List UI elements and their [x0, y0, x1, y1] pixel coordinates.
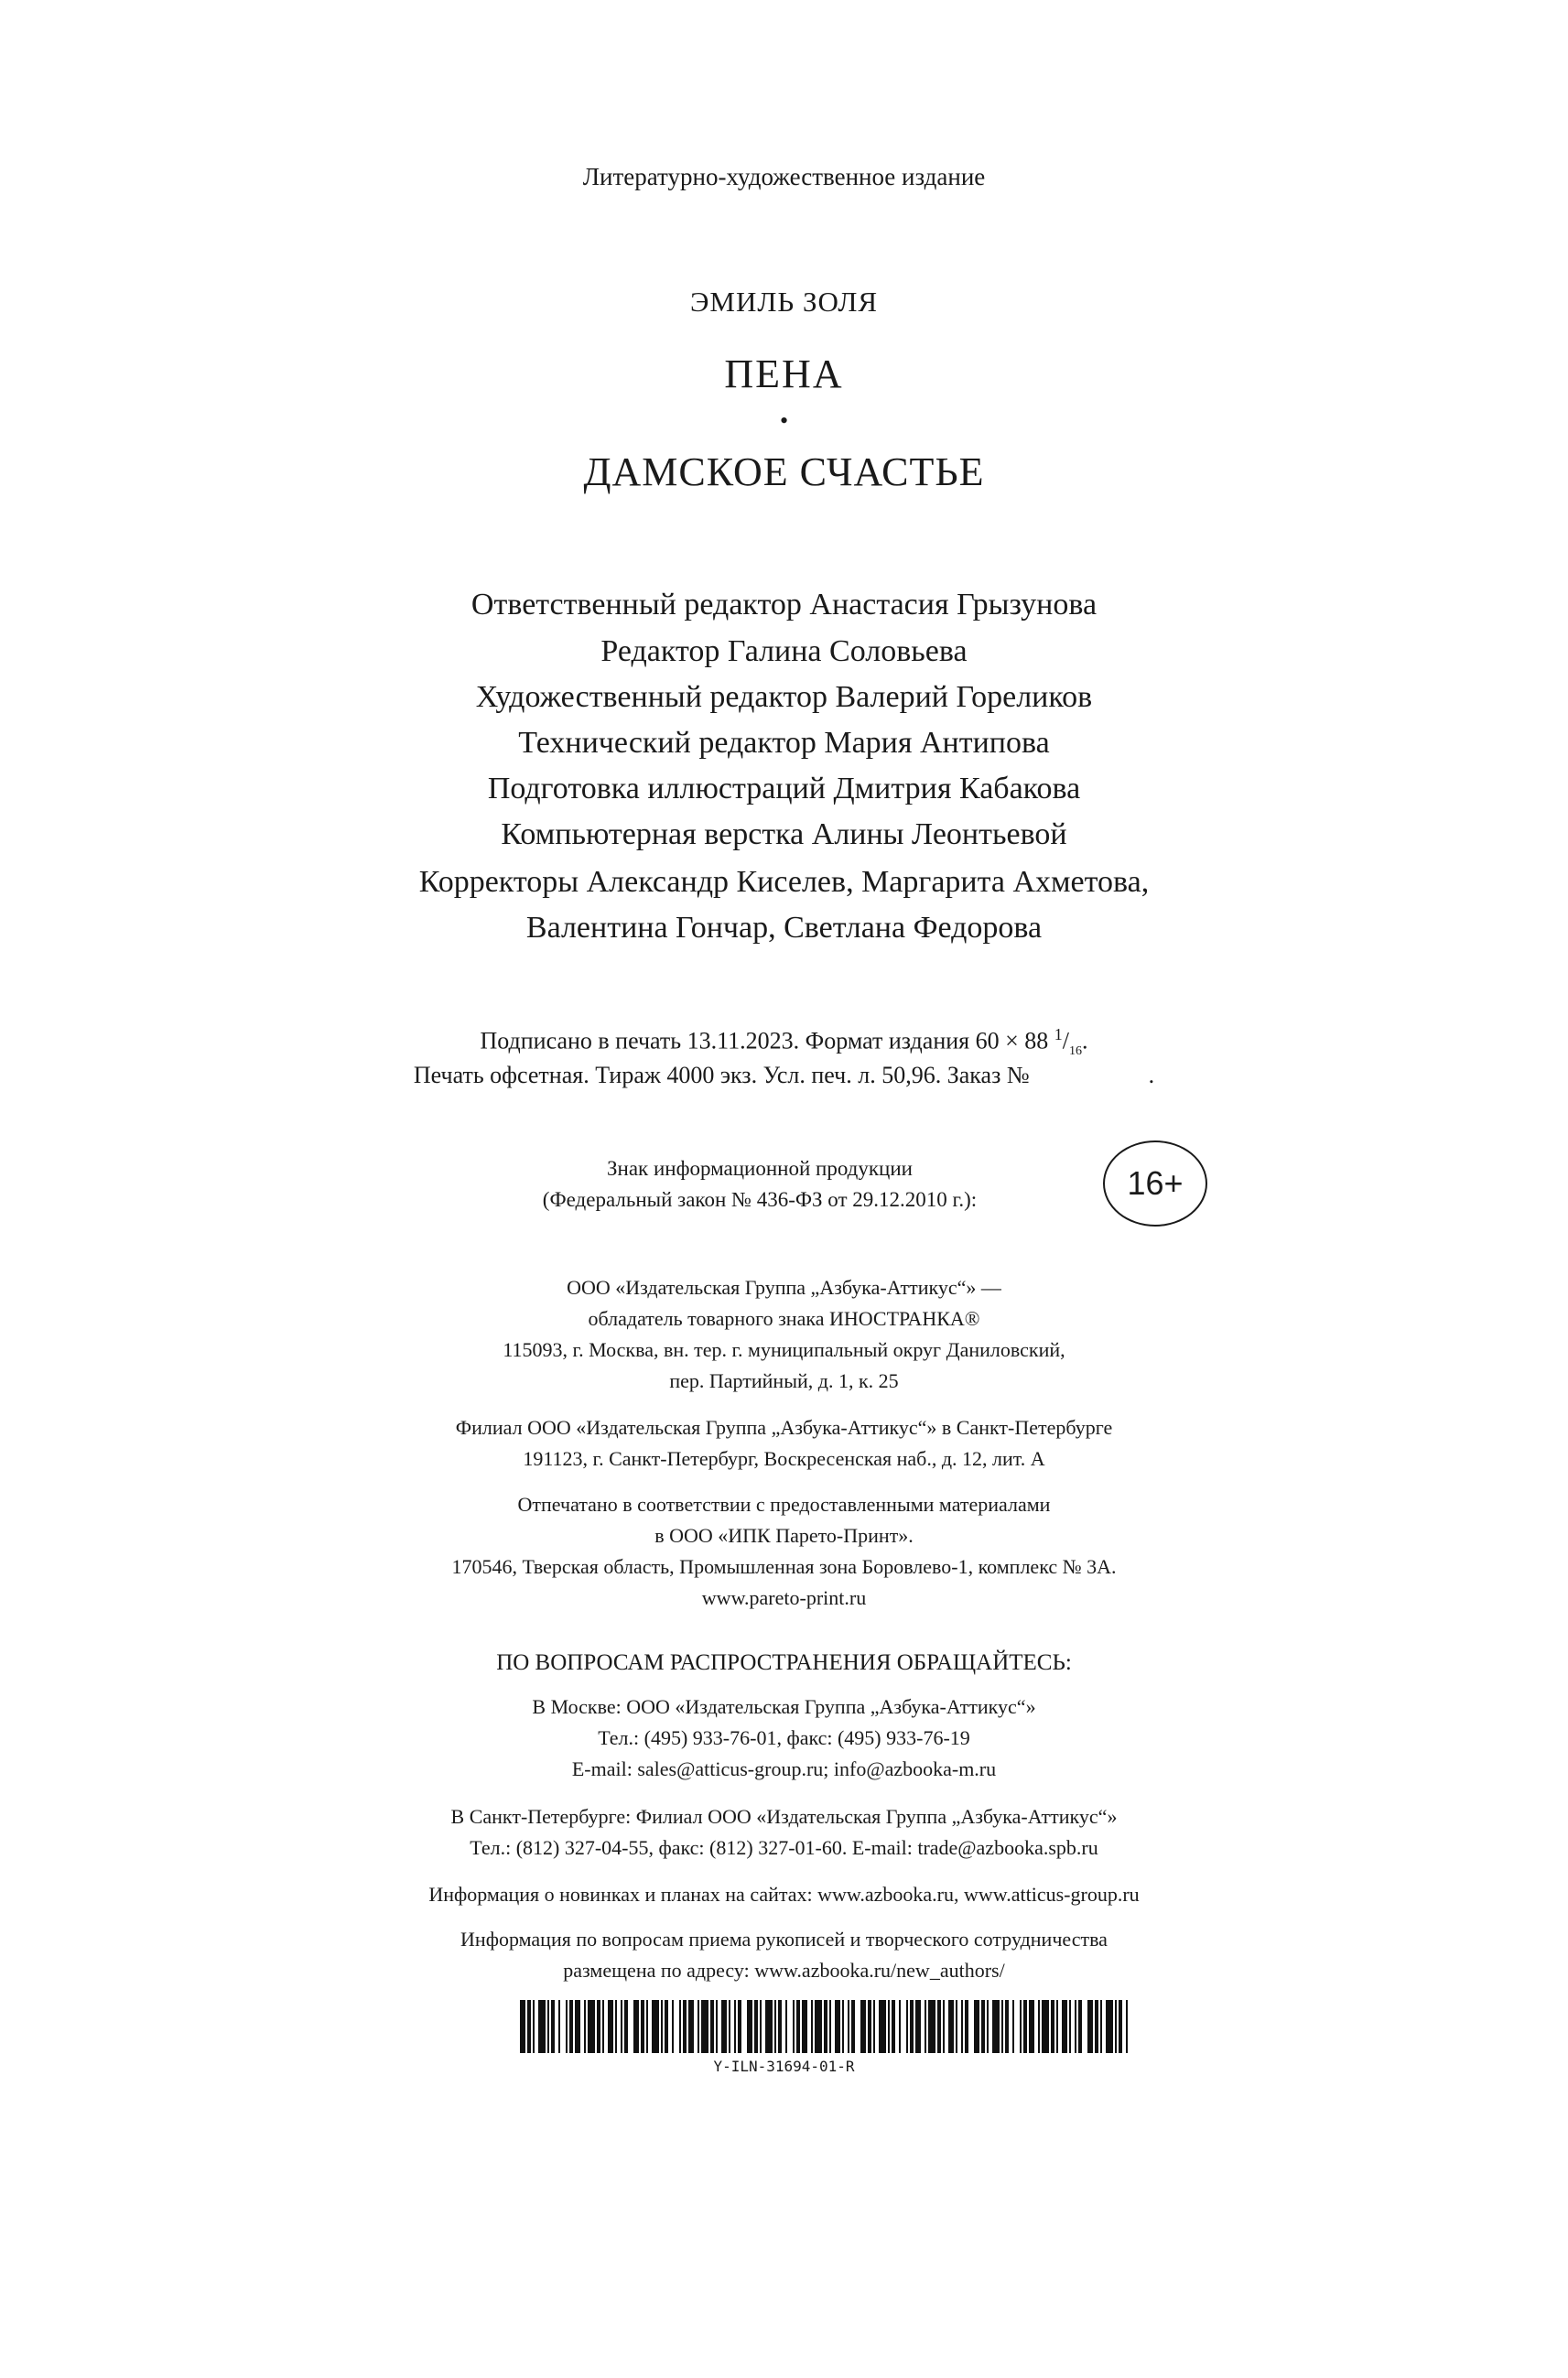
distribution-manuscripts-line: размещена по адресу: www.azbooka.ru/new_authors/	[563, 1959, 1005, 1982]
edition-type: Литературно-художественное издание	[582, 163, 986, 190]
imprint-format-line: Подписано в печать 13.11.2023. Формат издания 60 × 88 $^1/_{16}$.	[480, 1025, 1088, 1058]
branch-line: 191123, г. Санкт-Петербург, Воскресенская наб., д. 12, лит. А	[523, 1447, 1045, 1470]
imprint-print-text: Печать офсетная. Тираж 4000 экз. Усл. печ. л. 50,96. Заказ №	[413, 1062, 1030, 1088]
credit-line: Технический редактор Мария Антипова	[518, 726, 1050, 760]
credit-line: Корректоры Александр Киселев, Маргарита Ахметова,	[418, 865, 1150, 899]
imprint-format-end: .	[1082, 1027, 1088, 1054]
credit-line: Компьютерная верстка Алины Леонтьевой	[501, 817, 1067, 851]
title-separator: •	[779, 407, 789, 434]
distribution-heading: ПО ВОПРОСАМ РАСПРОСТРАНЕНИЯ ОБРАЩАЙТЕСЬ:	[496, 1650, 1072, 1675]
publisher-line: 115093, г. Москва, вн. тер. г. муниципальный округ Даниловский,	[503, 1338, 1065, 1361]
format-fraction-numerator: 1	[1054, 1025, 1063, 1043]
age-sign-label-line2: (Федеральный закон № 436-ФЗ от 29.12.2010 г.):	[542, 1188, 978, 1211]
distribution-moscow-line: В Москве: ООО «Издательская Группа „Азбука-Аттикус“»	[532, 1695, 1036, 1718]
title-damskoe-schastie: ДАМСКОЕ СЧАСТЬЕ	[583, 449, 985, 494]
publisher-line: обладатель товарного знака ИНОСТРАНКА®	[588, 1307, 980, 1330]
credit-line: Ответственный редактор Анастасия Грызунова	[470, 588, 1098, 622]
distribution-moscow-line: E-mail: sales@atticus-group.ru; info@azbooka-m.ru	[571, 1757, 997, 1780]
credit-line: Редактор Галина Соловьева	[600, 634, 968, 668]
distribution-moscow-line: Тел.: (495) 933-76-01, факс: (495) 933-76-19	[598, 1726, 970, 1749]
printer-line: 170546, Тверская область, Промышленная зона Боровлево-1, комплекс № 3А.	[451, 1555, 1117, 1578]
imprint-print-end: .	[1148, 1062, 1155, 1088]
barcode-icon	[520, 2000, 1128, 2053]
title-pena: ПЕНА	[724, 351, 844, 396]
printer-line: Отпечатано в соответствии с предоставленными материалами	[517, 1493, 1051, 1516]
barcode-number: Y-ILN-31694-01-R	[713, 2058, 855, 2075]
printer-line: в ООО «ИПК Парето-Принт».	[654, 1524, 914, 1547]
publisher-line: пер. Партийный, д. 1, к. 25	[669, 1369, 899, 1392]
author-name: ЭМИЛЬ ЗОЛЯ	[689, 286, 879, 318]
age-sign-label-line1: Знак информационной продукции	[607, 1157, 913, 1180]
credit-line: Валентина Гончар, Светлана Федорова	[525, 911, 1043, 945]
branch-line: Филиал ООО «Издательская Группа „Азбука-Аттикус“» в Санкт-Петербурге	[455, 1416, 1113, 1439]
distribution-spb-line: Тел.: (812) 327-04-55, факс: (812) 327-01-60. E-mail: trade@azbooka.spb.ru	[470, 1836, 1098, 1859]
publisher-line: ООО «Издательская Группа „Азбука-Аттикус“» —	[567, 1276, 1001, 1299]
distribution-spb-line: В Санкт-Петербурге: Филиал ООО «Издательская Группа „Азбука-Аттикус“»	[450, 1805, 1118, 1828]
printer-line: www.pareto-print.ru	[701, 1586, 867, 1609]
age-rating-badge: 16+	[1103, 1140, 1207, 1227]
imprint-format-text: Подписано в печать 13.11.2023. Формат издания 60 × 88	[480, 1027, 1049, 1054]
imprint-print-line	[0, 1062, 1568, 1089]
age-sign-label	[430, 1153, 1089, 1216]
distribution-manuscripts-line: Информация по вопросам приема рукописей и творческого сотрудничества	[460, 1928, 1108, 1951]
distribution-sites: Информация о новинках и планах на сайтах: www.azbooka.ru, www.atticus-group.ru	[428, 1883, 1140, 1906]
credit-line: Художественный редактор Валерий Гореликов	[475, 680, 1093, 714]
credit-line: Подготовка иллюстраций Дмитрия Кабакова	[487, 772, 1081, 805]
format-fraction-denominator: 16	[1069, 1043, 1082, 1058]
